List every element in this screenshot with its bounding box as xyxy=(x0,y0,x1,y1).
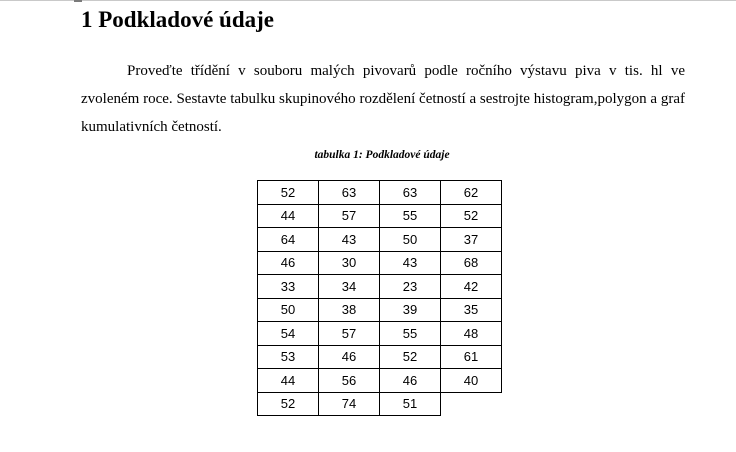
table-row xyxy=(258,345,502,369)
table-cell: 46 xyxy=(258,251,319,275)
table-cell: 39 xyxy=(380,298,441,322)
table-row xyxy=(258,392,502,416)
page-corner-mark xyxy=(74,0,82,2)
table-cell: 52 xyxy=(380,345,441,369)
table-cell: 52 xyxy=(258,181,319,205)
table-cell: 63 xyxy=(319,181,380,205)
table-cell: 61 xyxy=(441,345,502,369)
table-cell: 57 xyxy=(319,204,380,228)
table-cell: 46 xyxy=(319,345,380,369)
table-cell: 30 xyxy=(319,251,380,275)
data-table xyxy=(257,180,502,416)
table-cell: 53 xyxy=(258,345,319,369)
table-cell: 40 xyxy=(441,369,502,393)
table-cell: 68 xyxy=(441,251,502,275)
table-row xyxy=(258,251,502,275)
table-cell: 57 xyxy=(319,322,380,346)
table-row xyxy=(258,228,502,252)
table-cell: 43 xyxy=(380,251,441,275)
table-cell: 63 xyxy=(380,181,441,205)
table-cell: 46 xyxy=(380,369,441,393)
data-table-body xyxy=(258,181,502,416)
table-cell: 55 xyxy=(380,322,441,346)
table-cell: 35 xyxy=(441,298,502,322)
table-cell: 33 xyxy=(258,275,319,299)
table-row xyxy=(258,204,502,228)
table-cell: 23 xyxy=(380,275,441,299)
table-cell: 43 xyxy=(319,228,380,252)
table-cell: 50 xyxy=(258,298,319,322)
table-cell: 44 xyxy=(258,204,319,228)
table-cell: 44 xyxy=(258,369,319,393)
table-cell: 55 xyxy=(380,204,441,228)
table-cell: 48 xyxy=(441,322,502,346)
table-row xyxy=(258,322,502,346)
table-cell: 74 xyxy=(319,392,380,416)
table-cell: 52 xyxy=(258,392,319,416)
table-row xyxy=(258,181,502,205)
table-row xyxy=(258,298,502,322)
task-paragraph: Proveďte třídění v souboru malých pivovarů podle ročního výstavu piva v tis. hl ve zvoleném roce. Sestavte tabulku skupinového rozdělení četností a sestrojte histogram,polygon a graf kumulativních četností. xyxy=(81,63,685,135)
table-cell: 38 xyxy=(319,298,380,322)
table-cell: 50 xyxy=(380,228,441,252)
table-cell: 64 xyxy=(258,228,319,252)
section-heading: 1 Podkladové údaje xyxy=(81,7,274,32)
table-cell: 51 xyxy=(380,392,441,416)
table-cell: 54 xyxy=(258,322,319,346)
table-caption: tabulka 1: Podkladové údaje xyxy=(314,149,450,161)
table-cell: 42 xyxy=(441,275,502,299)
table-cell: 52 xyxy=(441,204,502,228)
table-cell: 56 xyxy=(319,369,380,393)
table-row xyxy=(258,275,502,299)
page-top-border xyxy=(0,0,736,1)
table-cell: 34 xyxy=(319,275,380,299)
table-cell: 62 xyxy=(441,181,502,205)
table-cell: 37 xyxy=(441,228,502,252)
table-cell xyxy=(441,392,502,416)
table-row xyxy=(258,369,502,393)
